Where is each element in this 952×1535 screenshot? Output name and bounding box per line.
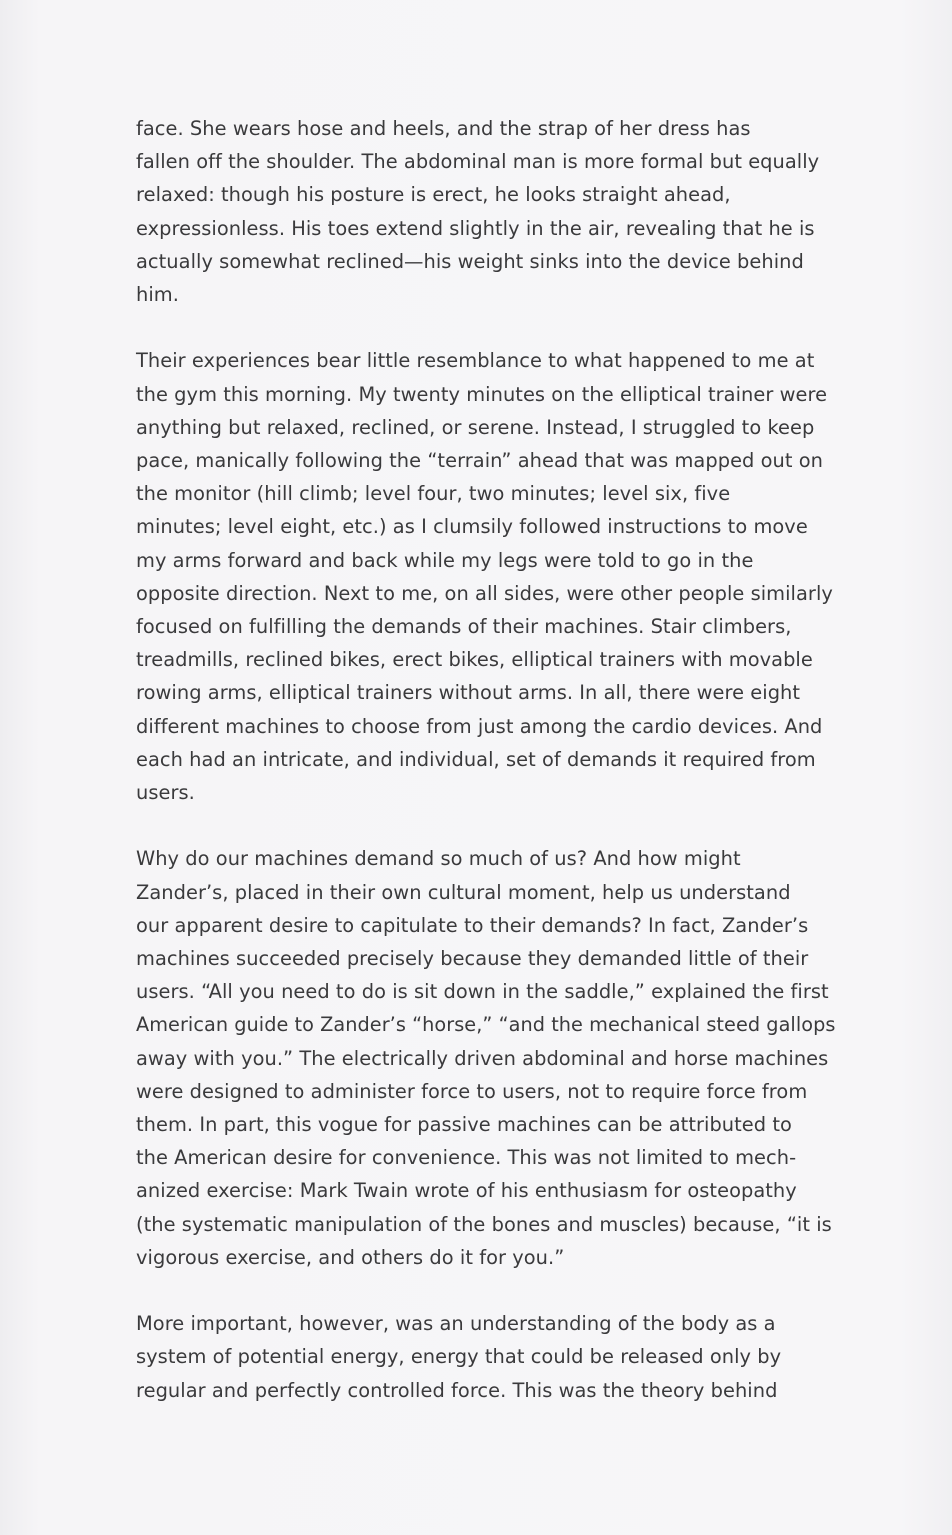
text-line: pace, manically following the “terrain” ahead that was mapped out on	[136, 449, 823, 473]
text-line: (the systematic manipulation of the bones and muscles) because, “it is	[136, 1212, 832, 1236]
text-line: American guide to Zander’s “horse,” “and the mechanical steed gallops	[136, 1013, 836, 1037]
paragraph-2	[136, 344, 836, 809]
text-line: anized exercise: Mark Twain wrote of his enthusiasm for osteopathy	[136, 1179, 797, 1203]
text-line: different machines to choose from just among the cardio devices. And	[136, 714, 823, 738]
text-line: regular and perfectly controlled force. This was the theory behind	[136, 1378, 778, 1402]
text-line: our apparent desire to capitulate to their demands? In fact, Zander’s	[136, 913, 809, 937]
text-line: relaxed: though his posture is erect, he looks straight ahead,	[136, 183, 731, 207]
text-line: treadmills, reclined bikes, erect bikes, elliptical trainers with movable	[136, 648, 813, 672]
text-line: actually somewhat reclined—his weight sinks into the device behind	[136, 249, 804, 273]
text-line: Their experiences bear little resemblance to what happened to me at	[136, 349, 815, 373]
text-line: users. “All you need to do is sit down in the saddle,” explained the first	[136, 980, 829, 1004]
text-line: Zander’s, placed in their own cultural moment, help us understand	[136, 880, 791, 904]
text-line: them. In part, this vogue for passive machines can be attributed to	[136, 1113, 792, 1137]
text-line: fallen off the shoulder. The abdominal man is more formal but equally	[136, 150, 820, 174]
text-line: minutes; level eight, etc.) as I clumsily followed instructions to move	[136, 515, 808, 539]
text-line: rowing arms, elliptical trainers without arms. In all, there were eight	[136, 681, 801, 705]
text-line: him.	[136, 283, 179, 307]
text-line: the gym this morning. My twenty minutes on the elliptical trainer were	[136, 382, 828, 406]
text-line: vigorous exercise, and others do it for you.”	[136, 1245, 565, 1269]
text-line: expressionless. His toes extend slightly in the air, revealing that he is	[136, 216, 815, 240]
text-line: users.	[136, 781, 195, 805]
text-line: More important, however, was an understanding of the body as a	[136, 1312, 776, 1336]
text-line: focused on fulfilling the demands of their machines. Stair climbers,	[136, 615, 792, 639]
text-line: the American desire for convenience. This was not limited to mech-	[136, 1146, 797, 1170]
text-line: Why do our machines demand so much of us? And how might	[136, 847, 741, 871]
paragraph-4	[136, 1307, 836, 1407]
text-line: anything but relaxed, reclined, or serene. Instead, I struggled to keep	[136, 415, 815, 439]
text-line: the monitor (hill climb; level four, two minutes; level six, five	[136, 482, 731, 506]
text-line: away with you.” The electrically driven abdominal and horse machines	[136, 1046, 829, 1070]
text-line: system of potential energy, energy that could be released only by	[136, 1345, 782, 1369]
paragraph-1	[136, 112, 836, 311]
paragraph-3	[136, 842, 836, 1274]
text-line: opposite direction. Next to me, on all sides, were other people similarly	[136, 581, 833, 605]
text-line: machines succeeded precisely because they demanded little of their	[136, 947, 809, 971]
text-line: face. She wears hose and heels, and the strap of her dress has	[136, 117, 751, 140]
text-line: my arms forward and back while my legs were told to go in the	[136, 548, 754, 572]
text-line: were designed to administer force to users, not to require force from	[136, 1079, 808, 1103]
body-text	[136, 112, 836, 1440]
text-line: each had an intricate, and individual, set of demands it required from	[136, 747, 816, 771]
